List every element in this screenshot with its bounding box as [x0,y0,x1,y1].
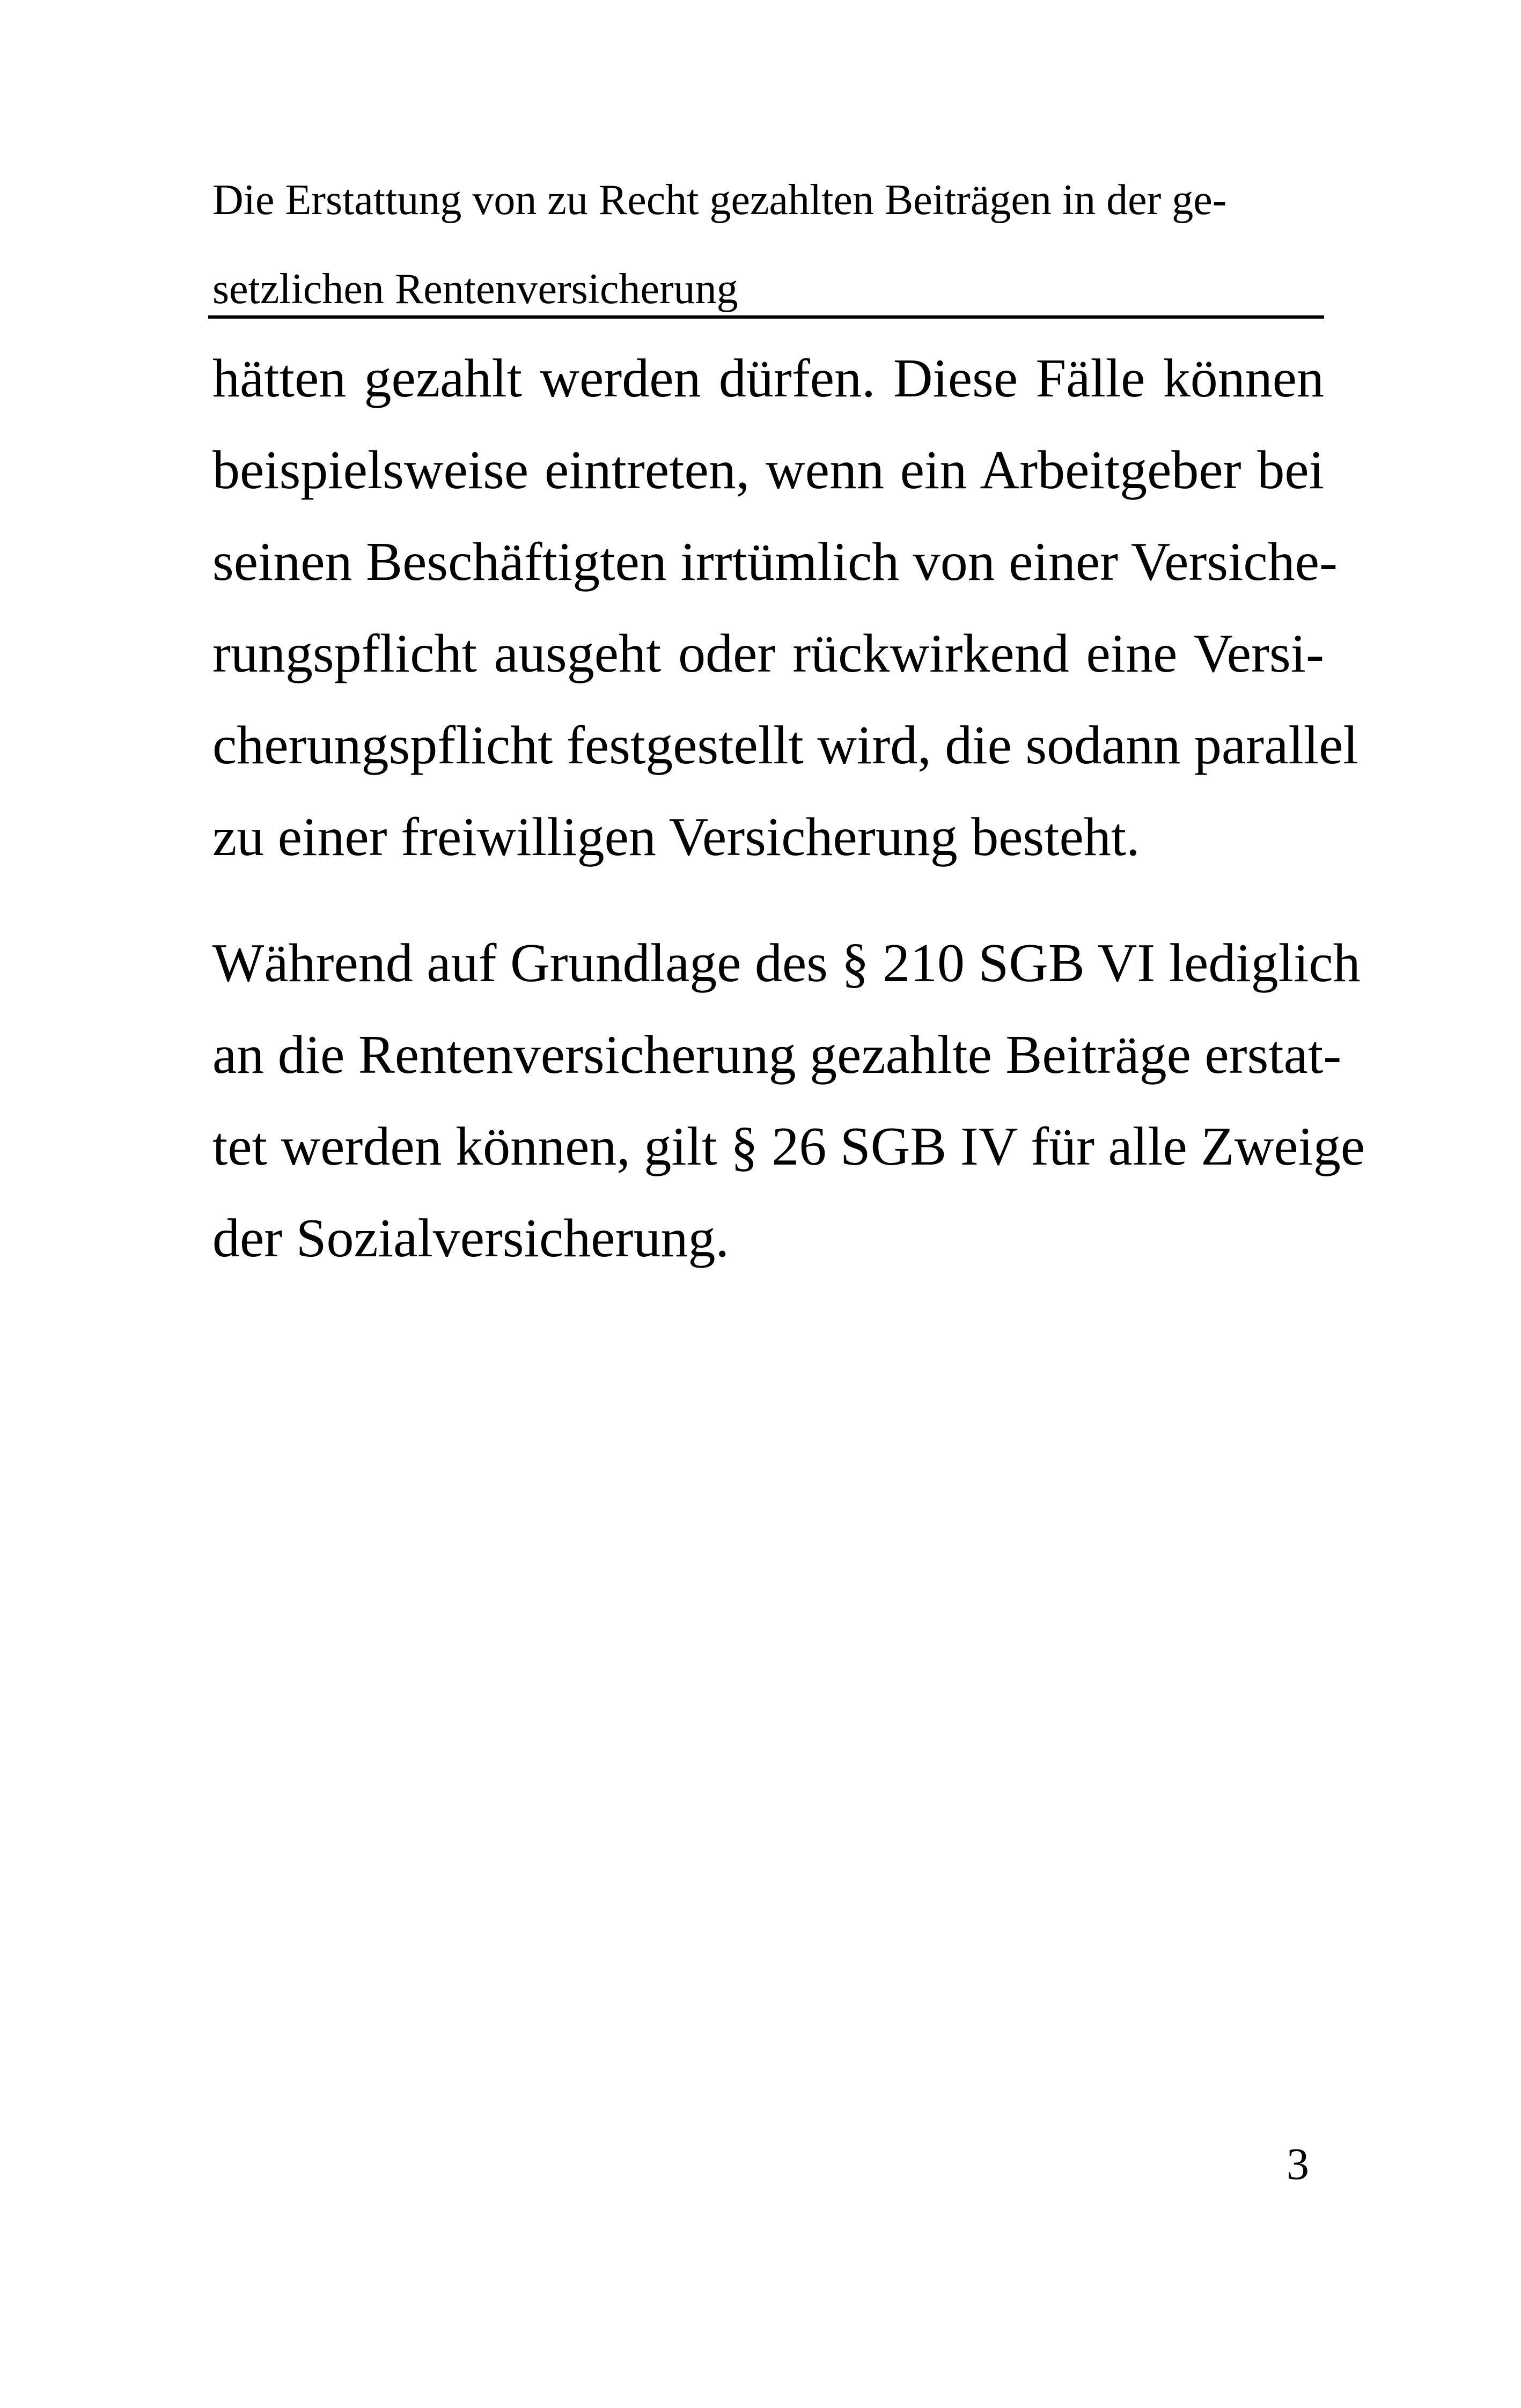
text-line: hätten gezahlt werden dürfen. Diese Fälle können [212,348,1324,409]
running-header-line: Die Erstattung von zu Recht gezahlten Beiträgen in der ge- [212,176,1227,224]
text-line: tet werden können, gilt § 26 SGB IV für alle Zweige [212,1116,1365,1177]
header-divider [208,315,1324,319]
text-line: rungspflicht ausgeht oder rückwirkend eine Versi- [212,623,1324,684]
page-number: 3 [1287,2139,1309,2189]
running-header-line: setzlichen Rentenversicherung [212,266,738,313]
running-header [212,156,1328,334]
text-line: seinen Beschäftigten irrtümlich von einer Versiche- [212,532,1338,592]
paragraph [212,917,1365,1284]
paragraph [212,333,1358,883]
text-line: der Sozialversicherung. [212,1208,729,1269]
text-line: zu einer freiwilligen Versicherung besteht. [212,807,1140,867]
text-line: cherungspflicht festgestellt wird, die sodann parallel [212,715,1358,776]
text-line: Während auf Grundlage des § 210 SGB VI lediglich [212,933,1361,993]
text-line: an die Rentenversicherung gezahlte Beiträge erstat- [212,1025,1342,1085]
text-line: beispielsweise eintreten, wenn ein Arbeitgeber bei [212,440,1324,500]
